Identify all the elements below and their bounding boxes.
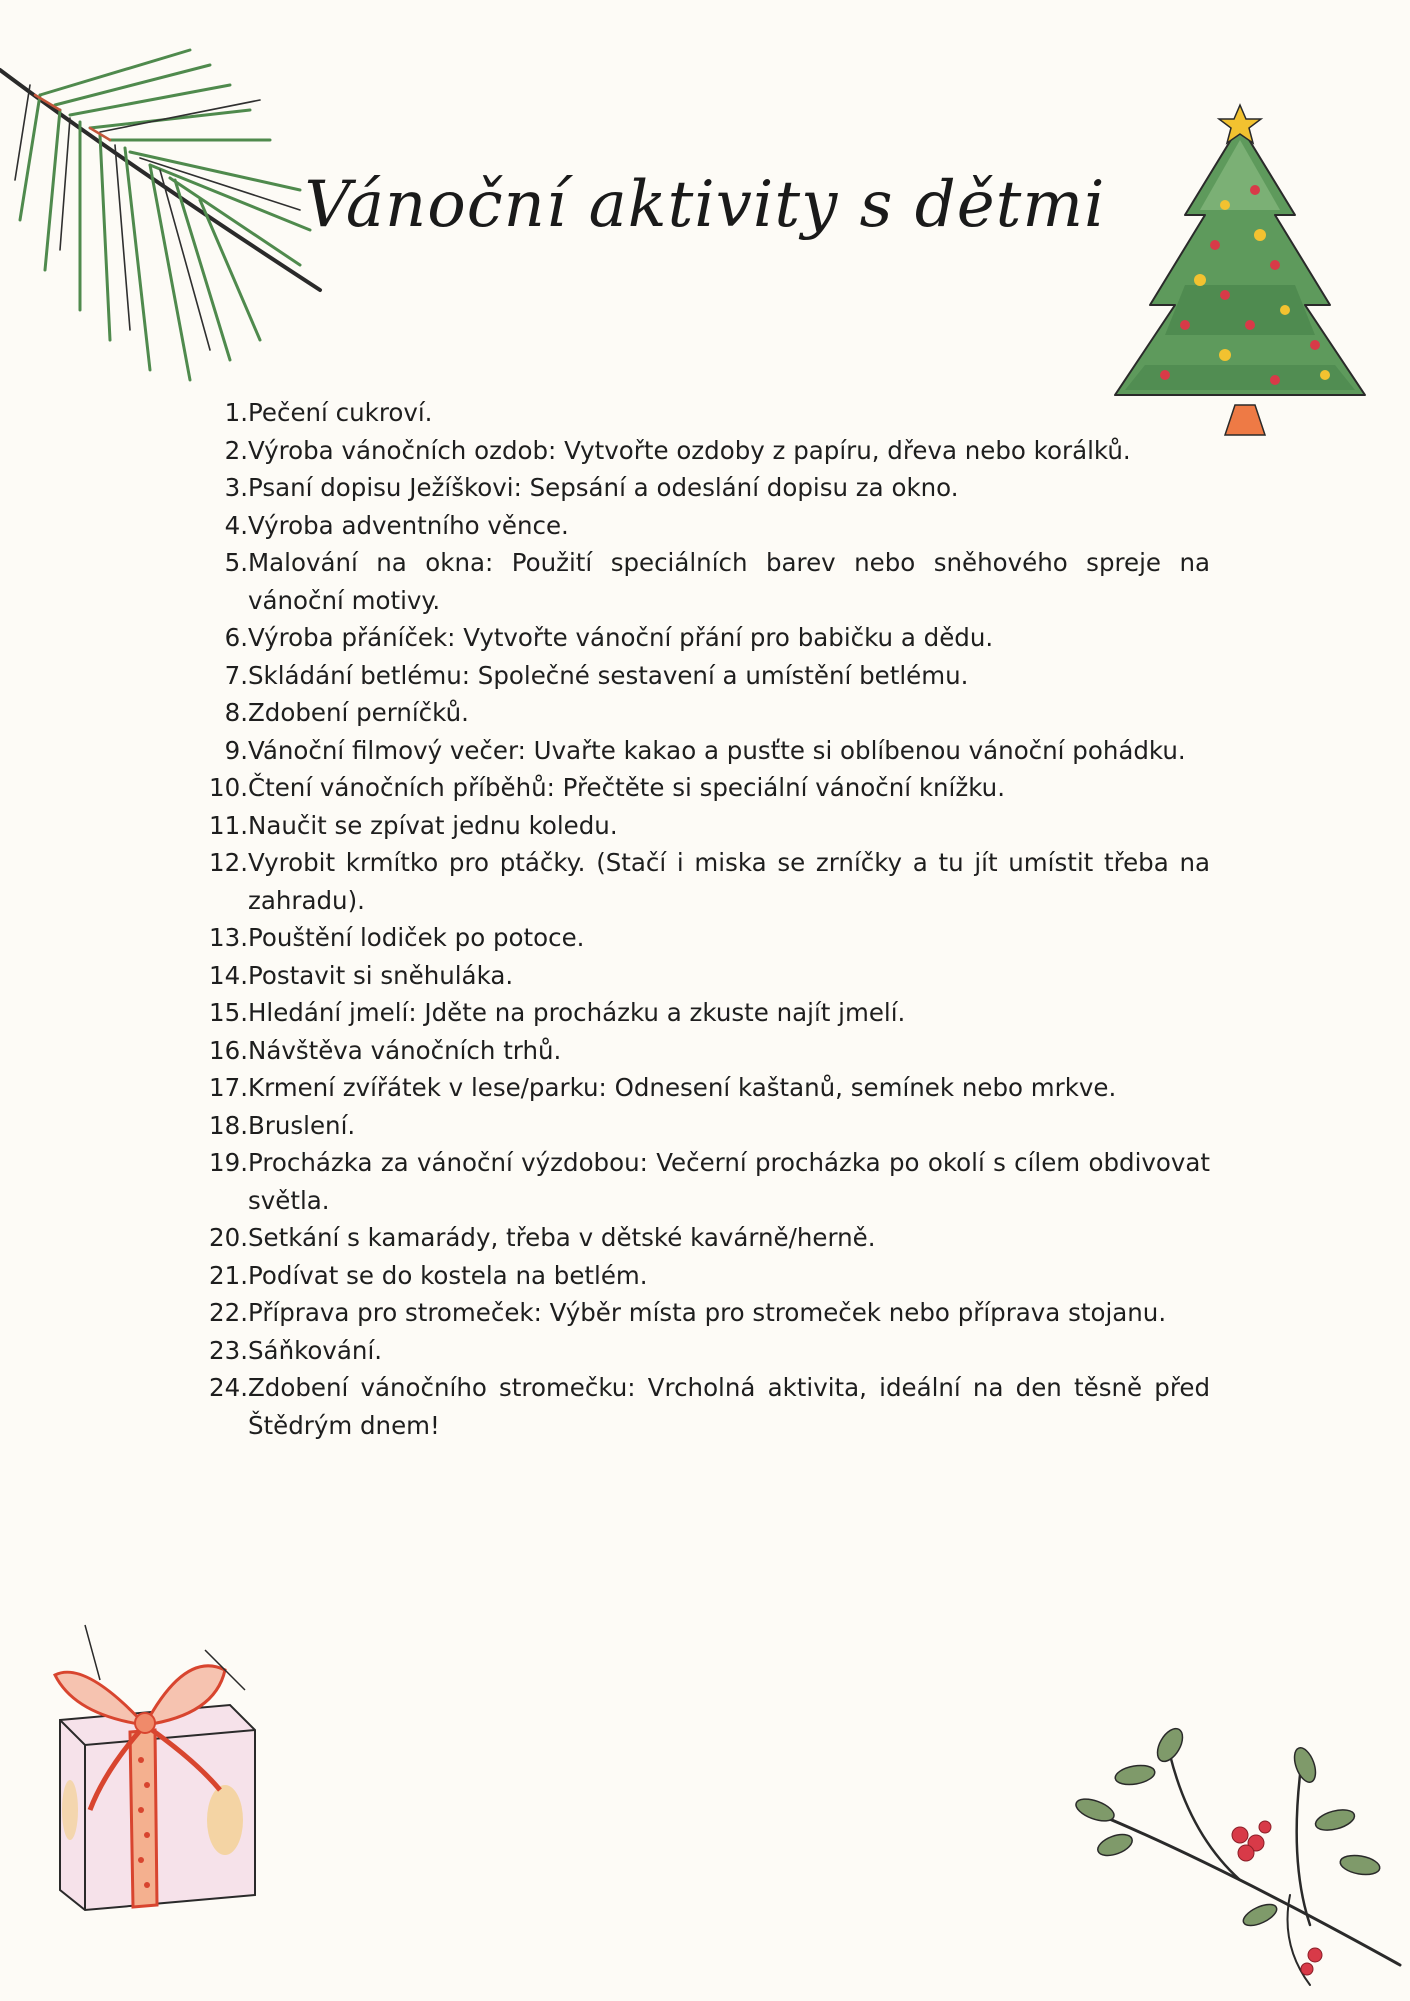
item-text: Sáňkování. bbox=[248, 1335, 383, 1365]
item-text: Návštěva vánočních trhů. bbox=[248, 1035, 562, 1065]
item-number: 20. bbox=[209, 1223, 248, 1252]
list-item bbox=[208, 957, 1210, 995]
item-number: 8. bbox=[224, 698, 248, 727]
item-text: Skládání betlému: Společné sestavení a umístění betlému. bbox=[248, 660, 969, 690]
item-number: 11. bbox=[209, 810, 248, 840]
item-text: Zdobení perníčků. bbox=[248, 698, 469, 727]
item-text: Podívat se do kostela na betlém. bbox=[248, 1260, 648, 1290]
item-text: Naučit se zpívat jednu koledu. bbox=[248, 810, 618, 840]
item-number: 14. bbox=[209, 960, 248, 990]
item-number: 19. bbox=[209, 1148, 248, 1177]
item-number: 1. bbox=[224, 398, 248, 427]
item-text: Krmení zvířátek v lese/parku: Odnesení kaštanů, semínek nebo mrkve. bbox=[248, 1073, 1117, 1102]
list-item bbox=[208, 657, 1210, 695]
item-text: Pouštění lodiček po potoce. bbox=[248, 923, 585, 952]
item-number: 18. bbox=[209, 1110, 248, 1140]
item-number: 2. bbox=[224, 435, 248, 465]
item-number: 15. bbox=[209, 998, 248, 1027]
item-number: 7. bbox=[224, 660, 248, 690]
item-number: 12. bbox=[209, 848, 248, 877]
item-number: 24. bbox=[209, 1373, 248, 1402]
list-item bbox=[208, 769, 1210, 807]
item-number: 22. bbox=[209, 1298, 248, 1327]
list-item bbox=[208, 844, 1210, 919]
item-text: Zdobení vánočního stromečku: Vrcholná aktivita, ideální na den těsně před Štědrým dnem! bbox=[248, 1373, 1210, 1440]
item-number: 6. bbox=[224, 623, 248, 652]
list-item bbox=[208, 807, 1210, 845]
list-item bbox=[208, 1107, 1210, 1145]
list-item bbox=[208, 1144, 1210, 1219]
item-text: Hledání jmelí: Jděte na procházku a zkuste najít jmelí. bbox=[248, 998, 906, 1027]
item-text: Malování na okna: Použití speciálních barev nebo sněhového spreje na vánoční motivy. bbox=[248, 548, 1210, 615]
item-text: Setkání s kamarády, třeba v dětské kavárně/herně. bbox=[248, 1223, 876, 1252]
item-text: Výroba vánočních ozdob: Vytvořte ozdoby z papíru, dřeva nebo korálků. bbox=[248, 435, 1131, 465]
list-item bbox=[208, 1257, 1210, 1295]
item-text: Vyrobit krmítko pro ptáčky. (Stačí i miska se zrníčky a tu jít umístit třeba na zahradu). bbox=[248, 848, 1210, 915]
gift-box-icon bbox=[45, 1620, 285, 1920]
item-text: Vánoční filmový večer: Uvařte kakao a pusťte si oblíbenou vánoční pohádku. bbox=[248, 735, 1186, 765]
list-item bbox=[208, 994, 1210, 1032]
item-number: 23. bbox=[209, 1335, 248, 1365]
item-number: 10. bbox=[209, 773, 248, 802]
list-item bbox=[208, 694, 1210, 732]
mistletoe-icon bbox=[1060, 1715, 1410, 1995]
list-item bbox=[208, 1294, 1210, 1332]
list-item bbox=[208, 1032, 1210, 1070]
item-number: 4. bbox=[224, 510, 248, 540]
list-item bbox=[208, 1069, 1210, 1107]
list-item bbox=[208, 619, 1210, 657]
item-number: 9. bbox=[224, 735, 248, 765]
list-item bbox=[208, 1219, 1210, 1257]
item-text: Výroba adventního věnce. bbox=[248, 510, 569, 540]
list-item bbox=[208, 544, 1210, 619]
list-item bbox=[208, 432, 1210, 470]
item-number: 16. bbox=[209, 1035, 248, 1065]
item-number: 13. bbox=[209, 923, 248, 952]
item-number: 17. bbox=[209, 1073, 248, 1102]
list-item bbox=[208, 507, 1210, 545]
item-text: Bruslení. bbox=[248, 1110, 356, 1140]
page-title: Vánoční aktivity s dětmi bbox=[304, 168, 1106, 242]
item-number: 3. bbox=[224, 473, 248, 502]
list-item bbox=[208, 732, 1210, 770]
item-text: Čtení vánočních příběhů: Přečtěte si speciální vánoční knížku. bbox=[248, 773, 1005, 802]
list-item bbox=[208, 1332, 1210, 1370]
item-number: 5. bbox=[224, 548, 248, 577]
list-item bbox=[208, 394, 1210, 432]
item-text: Pečení cukroví. bbox=[248, 398, 433, 427]
item-text: Postavit si sněhuláka. bbox=[248, 960, 514, 990]
item-text: Procházka za vánoční výzdobou: Večerní procházka po okolí s cílem obdivovat světla. bbox=[248, 1148, 1210, 1215]
activity-list bbox=[208, 394, 1210, 1444]
list-item bbox=[208, 919, 1210, 957]
list-item bbox=[208, 1369, 1210, 1444]
item-number: 21. bbox=[209, 1260, 248, 1290]
item-text: Výroba přáníček: Vytvořte vánoční přání pro babičku a dědu. bbox=[248, 623, 994, 652]
item-text: Psaní dopisu Ježíškovi: Sepsání a odeslání dopisu za okno. bbox=[248, 473, 959, 502]
list-item bbox=[208, 469, 1210, 507]
item-text: Příprava pro stromeček: Výběr místa pro stromeček nebo příprava stojanu. bbox=[248, 1298, 1167, 1327]
